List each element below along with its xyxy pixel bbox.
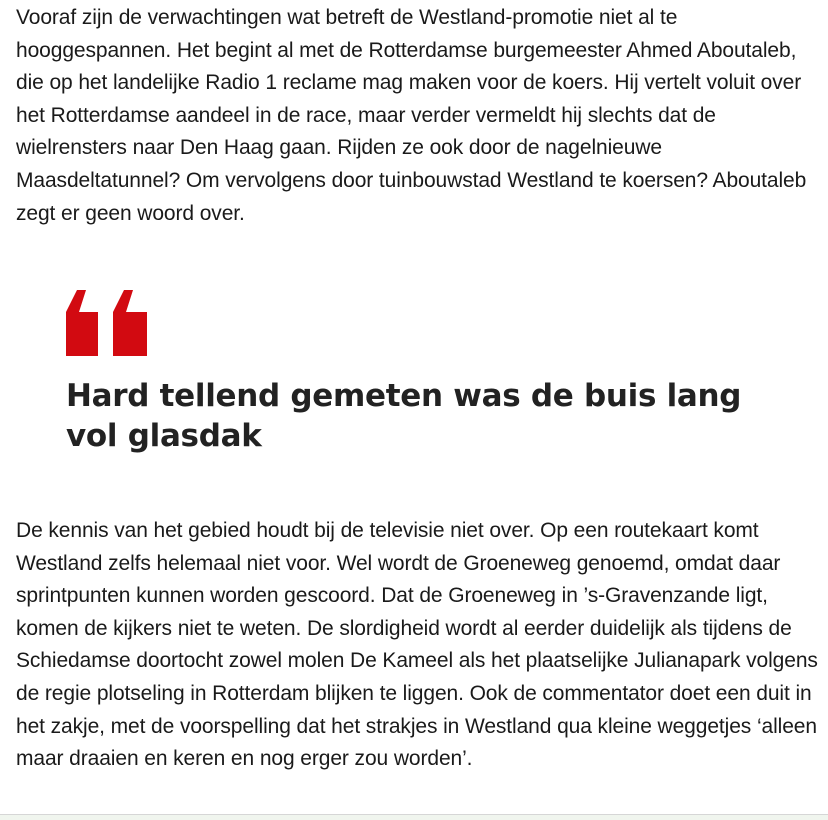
quote-icon — [66, 290, 147, 356]
footer-strip — [0, 815, 828, 820]
article-paragraph: De kennis van het gebied houdt bij de televisie niet over. Op een routekaart komt Westland zelfs helemaal niet voor. Wel wordt de Groeneweg genoemd, omdat daar sprintpunten kunnen worden gescoord. Dat de Groeneweg in ’s-Gravenzande ligt, komen de kijkers niet te weten. De slordigheid wordt al eerder duidelijk als tijdens de Schiedamse doortocht zowel molen De Kameel als het plaatselijke Julianapark volgens de regie plotseling in Rotterdam blijken te liggen. Ook de commentator doet een duit in het zakje, met de voorspelling dat het strakjes in Westland qua kleine weggetjes ‘alleen maar draaien en keren en nog erger zou worden’. — [16, 519, 818, 771]
article-paragraph: Vooraf zijn de verwachtingen wat betreft de Westland-promotie niet al te hooggespannen. Het begint al met de Rotterdamse burgemeester Ahmed Aboutaleb, die op het landelijke Radio 1 reclame mag maken voor de koers. Hij vertelt voluit over het Rotterdamse aandeel in de race, maar verder vermeldt hij slechts dat de wielrensters naar Den Haag gaan. Rijden ze ook door de nagelnieuwe Maasdeltatunnel? Om vervolgens door tuinbouwstad Westland te koersen? Aboutaleb zegt er geen woord over. — [16, 6, 807, 225]
pull-quote — [66, 290, 766, 456]
pull-quote-text: Hard tellend gemeten was de buis lang vol glasdak — [66, 378, 742, 454]
